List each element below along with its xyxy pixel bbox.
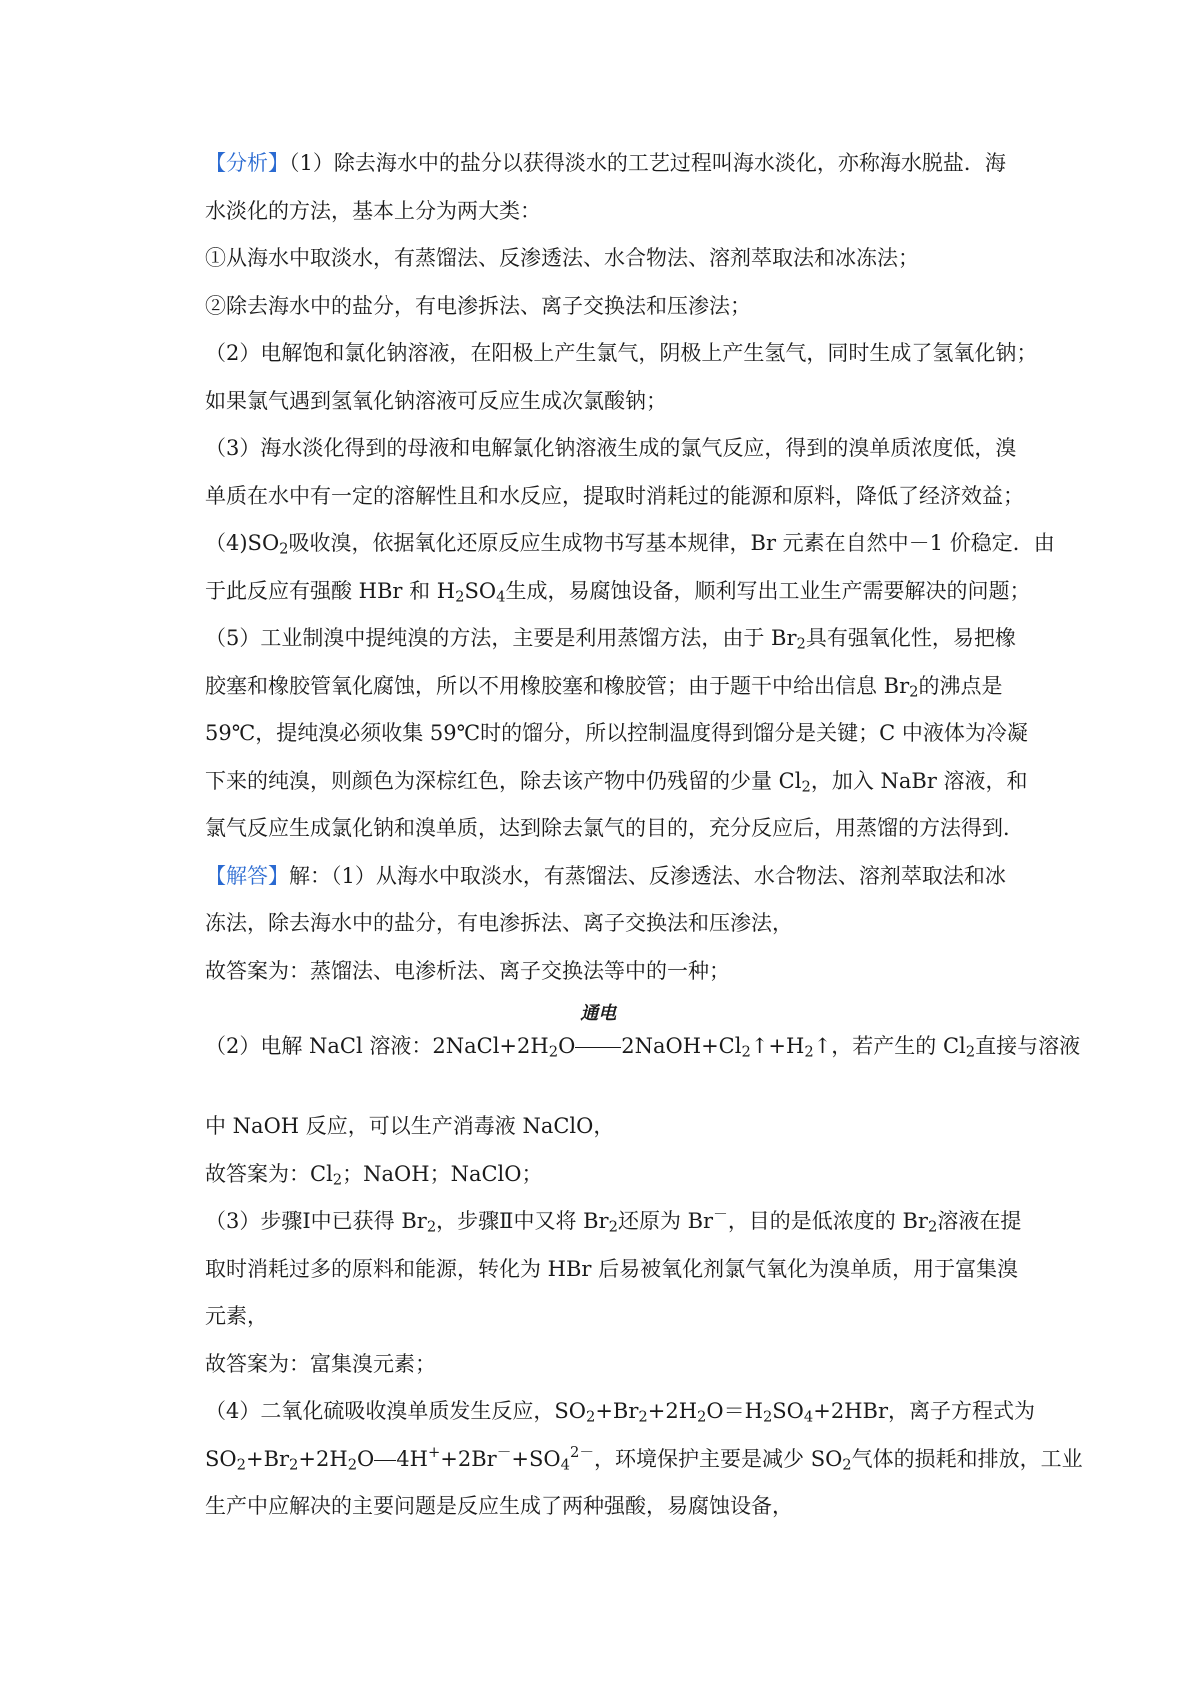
answer-line: 故答案为：蒸馏法、电渗析法、离子交换法等中的一种； [205,958,730,983]
analysis-line: （3）海水淡化得到的母液和电解氯化钠溶液生成的氯气反应，得到的溴单质浓度低，溴 [205,436,1017,460]
analysis-line: 胶塞和橡胶管氧化腐蚀，所以不用橡胶塞和橡胶管；由于题干中给出信息 $Br_2$的沸点是 [205,673,1003,701]
analysis-line: 于此反应有强酸 HBr 和 $H_2SO_4$生成，易腐蚀设备，顺利写出工业生产需要解决的问题； [205,578,1031,606]
analysis-tag: 【分析】 [205,151,289,175]
analysis-line: ②除去海水中的盐分，有电渗拆法、离子交换法和压渗法； [205,293,751,318]
answer-line: 取时消耗过多的原料和能源，转化为 HBr 后易被氧化剂氯气氧化为溴单质，用于富集溴 [205,1256,1019,1281]
answer-line-equation: （2）电解 NaCl 溶液：$2NaCl+2H_2O$ 通电 $2NaOH+Cl_2↑+H_2↑$，若产生的 $Cl_2$直接与溶液 [205,1002,1081,1061]
analysis-line: 如果氯气遇到氢氧化钠溶液可反应生成次氯酸钠； [205,388,667,413]
answer-line: 生产中应解决的主要问题是反应生成了两种强酸，易腐蚀设备， [205,1494,793,1518]
analysis-line: 下来的纯溴，则颜色为深棕红色，除去该产物中仍残留的少量 $Cl_2$，加入 NaBr 溶液，和 [205,768,1028,796]
analysis-line: 水淡化的方法，基本上分为两大类： [205,198,541,223]
answer-line: （4）二氧化硫吸收溴单质发生反应，$SO_2+Br_2+2H_2O=H_2SO_4+2HBr$，离子方程式为 [205,1399,1036,1426]
reaction-condition-arrow [575,1002,621,1058]
answer-line: 中 NaOH 反应，可以生产消毒液 NaClO， [205,1114,615,1138]
answer-line: 元素， [205,1304,268,1328]
reaction-condition: 通电 [580,1002,617,1024]
analysis-line: $(4)SO_2$吸收溴，依据氧化还原反应生成物书写基本规律，Br 元素在自然中－1 价稳定．由 [205,531,1055,558]
analysis-line: ①从海水中取淡水，有蒸馏法、反渗透法、水合物法、溶剂萃取法和冰冻法； [205,246,919,270]
analysis-line: 氯气反应生成氯化钠和溴单质，达到除去氯气的目的，充分反应后，用蒸馏的方法得到． [205,816,1024,840]
analysis-line: （2）电解饱和氯化钠溶液，在阳极上产生氯气，阴极上产生氢气，同时生成了氢氧化钠； [205,341,1038,365]
answer-line: 故答案为：富集溴元素； [205,1351,436,1376]
analysis-line: （5）工业制溴中提纯溴的方法，主要是利用蒸馏方法，由于 $Br_2$具有强氧化性，易把橡 [205,626,1016,653]
answer-line: （3）步骤Ⅰ中已获得 $Br_2$，步骤Ⅱ中又将 $Br_2$还原为 Br－，目的是低浓度的 $Br_2$溶液在提 [205,1206,1022,1236]
answer-line: 故答案为：$Cl_2$；NaOH；NaClO； [205,1161,543,1189]
analysis-line: 【分析】（1）除去海水中的盐分以获得淡水的工艺过程叫海水淡化，亦称海水脱盐．海 [205,151,1006,175]
ionic-equation-equals [374,1460,396,1461]
analysis-line: 单质在水中有一定的溶解性且和水反应，提取时消耗过的能源和原料，降低了经济效益； [205,483,1024,508]
answer-line: 【解答】解：（1）从海水中取淡水，有蒸馏法、反渗透法、水合物法、溶剂萃取法和冰 [205,863,1006,888]
answer-tag: 【解答】 [205,863,289,888]
answer-content [205,140,1083,1531]
analysis-line: 59℃，提纯溴必须收集 59℃时的馏分，所以控制温度得到馏分是关键；C 中液体为冷凝 [205,721,1028,745]
answer-line: 冻法，除去海水中的盐分，有电渗拆法、离子交换法和压渗法， [205,911,793,935]
answer-line: $SO_2+Br_2+2H_2O$ $4H^++2Br^-+SO_4^{2-}$，环境保护主要是减少 $SO_2$气体的损耗和排放，工业 [205,1443,1083,1474]
